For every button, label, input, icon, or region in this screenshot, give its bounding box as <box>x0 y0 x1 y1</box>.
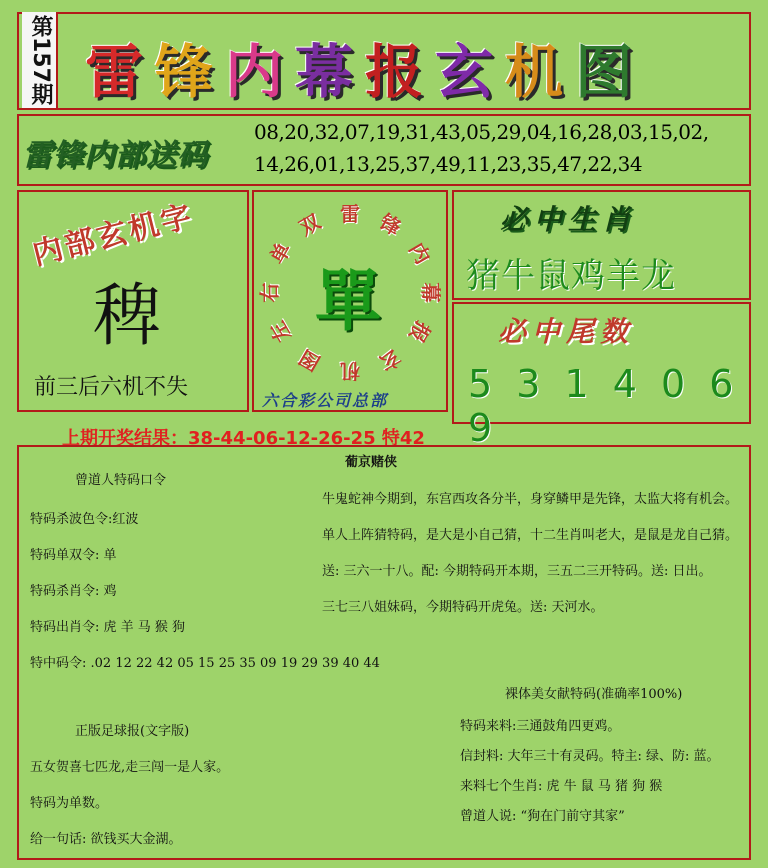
title-char: 雷 <box>85 38 144 106</box>
right-line: 送: 三六一十八。配: 今期特码开本期，三五二三开特码。送: 日出。 <box>322 564 712 579</box>
right-heading: 葡京赌侠 <box>345 455 398 470</box>
mystery-label: 内部玄机字 <box>29 198 198 273</box>
internal-numbers-line1: 08,20,32,07,19,31,43,05,29,04,16,28,03,15,02, <box>254 120 709 144</box>
right-line: 牛鬼蛇神今期到，东宫西攻各分半，身穿鳞甲是先锋，太监大将有机会。 <box>322 492 739 507</box>
title-area <box>85 25 655 106</box>
left-line2: 五女贺喜七匹龙,走三闯一是人家。 <box>30 760 230 775</box>
ring-char: 内 <box>404 238 436 268</box>
title-char: 机 <box>505 38 564 106</box>
ring-char: 机 <box>340 359 360 383</box>
left-heading: 曾道人特码口令 <box>75 473 167 488</box>
title-char: 幕 <box>295 38 354 106</box>
ring-char: 单 <box>264 238 296 268</box>
issue-label: 第157期 <box>22 12 58 108</box>
right-line: 三七三八姐妹码，今期特码开虎兔。送: 天河水。 <box>322 600 604 615</box>
right-line2: 来料七个生肖: 虎 牛 鼠 马 猪 狗 猴 <box>460 779 663 794</box>
title-char: 锋 <box>155 38 214 106</box>
ring-char: 报 <box>404 317 436 347</box>
ring-char: 锋 <box>375 209 405 240</box>
last-result: 上期开奖结果：38-44-06-12-26-25 特42 <box>62 428 425 449</box>
right-heading2: 裸体美女献特码(准确率100%) <box>505 687 683 702</box>
left-line2: 给一句话: 欲钱买大金湖。 <box>30 832 182 847</box>
left-line: 特码杀波色令:红波 <box>30 512 139 527</box>
left-line: 特码杀肖令: 鸡 <box>30 584 117 599</box>
left-heading2: 正版足球报(文字版) <box>75 724 190 739</box>
title-char: 图 <box>575 38 634 106</box>
right-line2: 特码来料:三通鼓角四更鸡。 <box>460 719 621 734</box>
left-line: 特码单双令: 单 <box>30 548 117 563</box>
title-char: 内 <box>225 38 284 106</box>
left-line2: 特码为单数。 <box>30 796 109 811</box>
right-line: 单人上阵猜特码，是大是小自己猜，十二生肖叫老大，是鼠是龙自己猜。 <box>322 528 739 543</box>
ring-char: 右 <box>257 282 282 303</box>
mystery-caption: 前三后六机不失 <box>34 375 189 400</box>
ring-char: 幕 <box>418 282 443 303</box>
center-footer: 六合彩公司总部 <box>262 391 389 410</box>
center-big-char: 單 <box>315 262 381 340</box>
left-line: 特码出肖令: 虎 羊 马 猴 狗 <box>30 620 186 635</box>
mystery-char: 稗 <box>93 277 162 356</box>
tail-label: 必中尾数 <box>498 315 635 348</box>
ring-char: 玄 <box>375 345 405 376</box>
zodiac-value: 猪牛鼠鸡羊龙 <box>466 256 676 296</box>
internal-numbers-line2: 14,26,01,13,25,37,49,11,23,35,47,22,34 <box>254 152 643 176</box>
tail-value: 5 3 1 4 0 6 9 <box>468 362 740 450</box>
title-char: 玄 <box>435 38 494 106</box>
left-line: 特中码令: .02 12 22 42 05 15 25 35 09 19 29 39 40 44 <box>30 656 380 671</box>
ring-char: 双 <box>295 209 325 240</box>
ring-char: 雷 <box>340 202 360 226</box>
ring-char: 图 <box>295 345 325 376</box>
title-char: 报 <box>365 38 424 106</box>
zodiac-label: 必中生肖 <box>500 203 637 236</box>
right-line2: 信封料: 大年三十有灵码。特主: 绿、防: 蓝。 <box>460 749 720 764</box>
right-line2: 曾道人说: “狗在门前守其家” <box>460 809 625 824</box>
ring-char: 左 <box>264 317 296 347</box>
internal-label: 雷锋内部送码 <box>22 138 208 173</box>
